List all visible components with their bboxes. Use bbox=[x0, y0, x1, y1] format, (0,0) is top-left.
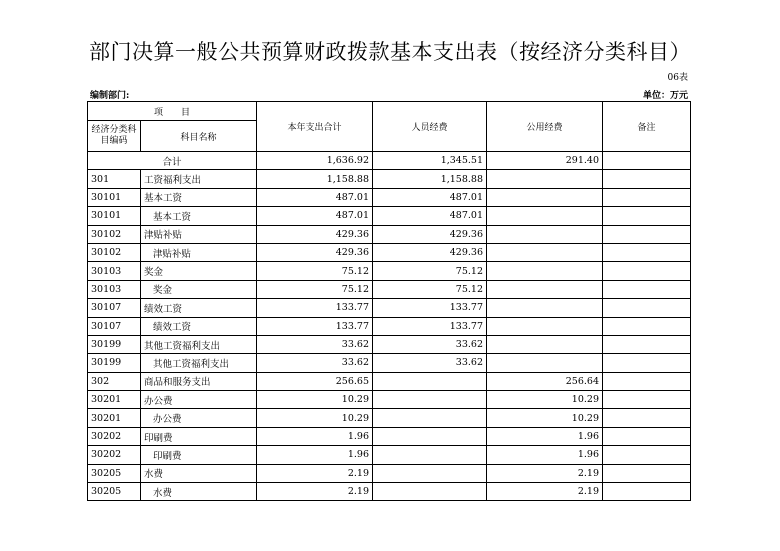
row-name: 基本工资 bbox=[141, 188, 257, 206]
table-row bbox=[88, 262, 691, 280]
total-label: 合计 bbox=[88, 152, 257, 170]
total-personnel: 1,345.51 bbox=[373, 152, 487, 170]
row-note bbox=[603, 207, 691, 225]
row-note bbox=[603, 280, 691, 298]
row-total: 75.12 bbox=[257, 280, 373, 298]
row-name: 基本工资 bbox=[141, 207, 257, 225]
row-personnel: 429.36 bbox=[373, 225, 487, 243]
total-note bbox=[603, 152, 691, 170]
header-note: 备注 bbox=[603, 102, 691, 152]
row-total: 10.29 bbox=[257, 391, 373, 409]
row-note bbox=[603, 483, 691, 501]
row-personnel: 33.62 bbox=[373, 335, 487, 353]
row-name: 水费 bbox=[141, 464, 257, 482]
row-name: 奖金 bbox=[141, 280, 257, 298]
row-total: 429.36 bbox=[257, 225, 373, 243]
row-public: 10.29 bbox=[487, 409, 603, 427]
row-public: 256.64 bbox=[487, 372, 603, 390]
row-name: 水费 bbox=[141, 483, 257, 501]
row-note bbox=[603, 427, 691, 445]
table-row bbox=[88, 427, 691, 445]
row-name: 津贴补贴 bbox=[141, 243, 257, 261]
row-total: 1.96 bbox=[257, 427, 373, 445]
row-code: 30103 bbox=[88, 280, 141, 298]
row-total: 2.19 bbox=[257, 464, 373, 482]
row-public: 1.96 bbox=[487, 427, 603, 445]
header-item: 项 目 bbox=[88, 102, 257, 121]
row-personnel bbox=[373, 464, 487, 482]
table-row bbox=[88, 354, 691, 372]
row-total: 487.01 bbox=[257, 207, 373, 225]
table-row bbox=[88, 446, 691, 464]
row-public bbox=[487, 262, 603, 280]
row-public: 2.19 bbox=[487, 483, 603, 501]
row-code: 30103 bbox=[88, 262, 141, 280]
row-note bbox=[603, 391, 691, 409]
row-name: 工资福利支出 bbox=[141, 170, 257, 188]
total-row bbox=[88, 152, 691, 170]
row-public: 1.96 bbox=[487, 446, 603, 464]
row-total: 1.96 bbox=[257, 446, 373, 464]
expenditure-table bbox=[87, 101, 691, 501]
row-note bbox=[603, 317, 691, 335]
row-personnel: 133.77 bbox=[373, 299, 487, 317]
row-note bbox=[603, 243, 691, 261]
table-row bbox=[88, 335, 691, 353]
row-public bbox=[487, 225, 603, 243]
row-code: 30199 bbox=[88, 335, 141, 353]
unit-label: 单位：万元 bbox=[642, 91, 688, 101]
table-row bbox=[88, 188, 691, 206]
row-personnel bbox=[373, 372, 487, 390]
total-total: 1,636.92 bbox=[257, 152, 373, 170]
table-row bbox=[88, 207, 691, 225]
row-personnel: 33.62 bbox=[373, 354, 487, 372]
row-name: 奖金 bbox=[141, 262, 257, 280]
row-public bbox=[487, 170, 603, 188]
row-name: 办公费 bbox=[141, 409, 257, 427]
department-label: 编制部门: bbox=[90, 91, 130, 101]
row-personnel: 1,158.88 bbox=[373, 170, 487, 188]
row-code: 30201 bbox=[88, 391, 141, 409]
row-note bbox=[603, 409, 691, 427]
row-personnel bbox=[373, 391, 487, 409]
row-note bbox=[603, 225, 691, 243]
row-note bbox=[603, 188, 691, 206]
header-total: 本年支出合计 bbox=[257, 102, 373, 152]
header-name: 科目名称 bbox=[141, 121, 257, 152]
row-note bbox=[603, 372, 691, 390]
table-row bbox=[88, 464, 691, 482]
row-name: 其他工资福利支出 bbox=[141, 354, 257, 372]
header-code: 经济分类科目编码 bbox=[88, 121, 141, 152]
row-personnel: 133.77 bbox=[373, 317, 487, 335]
table-number: 06表 bbox=[667, 73, 688, 83]
row-name: 印刷费 bbox=[141, 446, 257, 464]
row-code: 30101 bbox=[88, 207, 141, 225]
row-code: 30102 bbox=[88, 225, 141, 243]
row-code: 30107 bbox=[88, 317, 141, 335]
row-code: 30101 bbox=[88, 188, 141, 206]
row-public bbox=[487, 317, 603, 335]
header-public: 公用经费 bbox=[487, 102, 603, 152]
row-total: 75.12 bbox=[257, 262, 373, 280]
row-personnel: 429.36 bbox=[373, 243, 487, 261]
row-note bbox=[603, 262, 691, 280]
row-total: 33.62 bbox=[257, 354, 373, 372]
row-code: 30202 bbox=[88, 427, 141, 445]
row-personnel: 487.01 bbox=[373, 188, 487, 206]
row-public bbox=[487, 354, 603, 372]
row-total: 487.01 bbox=[257, 188, 373, 206]
row-note bbox=[603, 170, 691, 188]
table-row bbox=[88, 170, 691, 188]
row-name: 其他工资福利支出 bbox=[141, 335, 257, 353]
row-personnel bbox=[373, 446, 487, 464]
table-row bbox=[88, 391, 691, 409]
row-name: 办公费 bbox=[141, 391, 257, 409]
row-code: 30107 bbox=[88, 299, 141, 317]
row-personnel bbox=[373, 427, 487, 445]
header-personnel: 人员经费 bbox=[373, 102, 487, 152]
row-public: 2.19 bbox=[487, 464, 603, 482]
row-total: 2.19 bbox=[257, 483, 373, 501]
row-name: 津贴补贴 bbox=[141, 225, 257, 243]
row-name: 绩效工资 bbox=[141, 317, 257, 335]
row-public bbox=[487, 243, 603, 261]
table-row bbox=[88, 299, 691, 317]
table-row bbox=[88, 317, 691, 335]
row-personnel bbox=[373, 483, 487, 501]
row-total: 33.62 bbox=[257, 335, 373, 353]
row-code: 30205 bbox=[88, 464, 141, 482]
row-personnel: 75.12 bbox=[373, 280, 487, 298]
row-code: 30199 bbox=[88, 354, 141, 372]
row-total: 256.65 bbox=[257, 372, 373, 390]
row-total: 1,158.88 bbox=[257, 170, 373, 188]
row-total: 133.77 bbox=[257, 317, 373, 335]
table-row bbox=[88, 483, 691, 501]
table-row bbox=[88, 243, 691, 261]
row-total: 10.29 bbox=[257, 409, 373, 427]
table-row bbox=[88, 409, 691, 427]
row-note bbox=[603, 335, 691, 353]
row-note bbox=[603, 446, 691, 464]
row-code: 30205 bbox=[88, 483, 141, 501]
row-name: 绩效工资 bbox=[141, 299, 257, 317]
row-code: 30102 bbox=[88, 243, 141, 261]
row-public bbox=[487, 335, 603, 353]
row-personnel: 75.12 bbox=[373, 262, 487, 280]
row-note bbox=[603, 464, 691, 482]
page-title: 部门决算一般公共预算财政拨款基本支出表（按经济分类科目） bbox=[89, 40, 691, 64]
header-row-1 bbox=[88, 102, 691, 121]
table-row bbox=[88, 225, 691, 243]
row-code: 30201 bbox=[88, 409, 141, 427]
row-name: 印刷费 bbox=[141, 427, 257, 445]
row-code: 30202 bbox=[88, 446, 141, 464]
row-public bbox=[487, 280, 603, 298]
row-public bbox=[487, 188, 603, 206]
row-total: 133.77 bbox=[257, 299, 373, 317]
row-note bbox=[603, 354, 691, 372]
row-code: 301 bbox=[88, 170, 141, 188]
row-public bbox=[487, 207, 603, 225]
table-row bbox=[88, 280, 691, 298]
row-personnel: 487.01 bbox=[373, 207, 487, 225]
row-personnel bbox=[373, 409, 487, 427]
row-name: 商品和服务支出 bbox=[141, 372, 257, 390]
row-total: 429.36 bbox=[257, 243, 373, 261]
row-code: 302 bbox=[88, 372, 141, 390]
total-public: 291.40 bbox=[487, 152, 603, 170]
row-public: 10.29 bbox=[487, 391, 603, 409]
table-row bbox=[88, 372, 691, 390]
row-public bbox=[487, 299, 603, 317]
row-note bbox=[603, 299, 691, 317]
